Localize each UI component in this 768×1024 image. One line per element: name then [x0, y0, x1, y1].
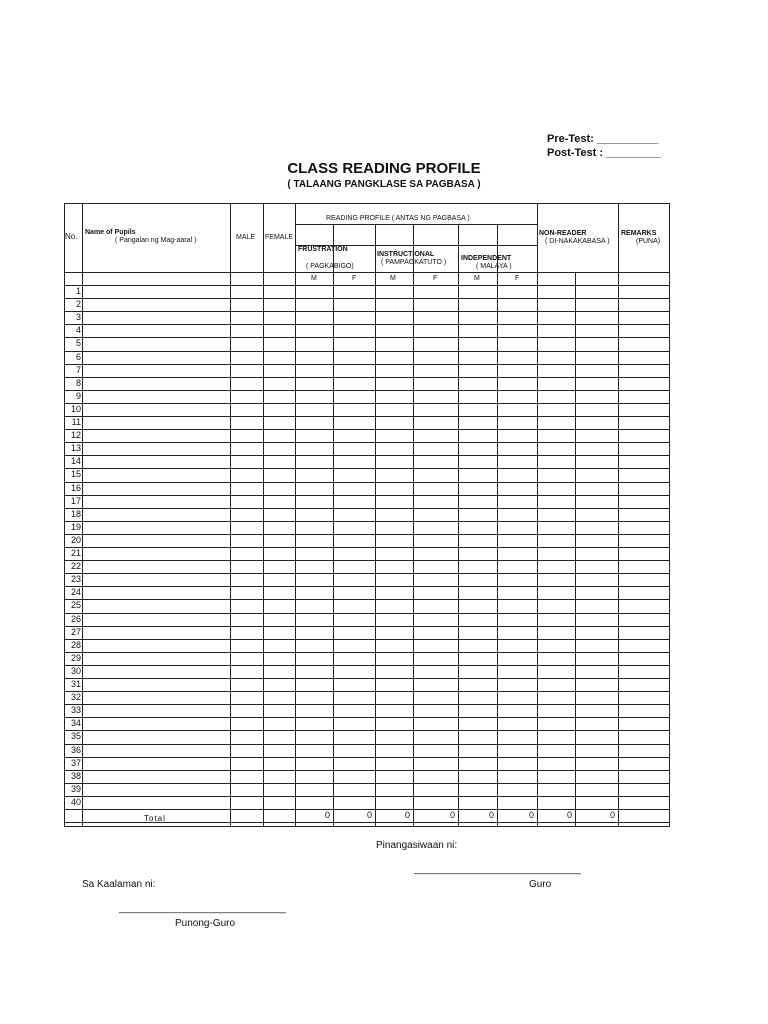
total-value: 0 [528, 810, 534, 820]
row-line [64, 691, 669, 692]
teacher-signature-line: ______________________________ [414, 864, 581, 875]
row-number: 9 [75, 391, 81, 401]
row-line [64, 377, 669, 378]
row-number: 7 [75, 365, 81, 375]
row-line [64, 613, 669, 614]
row-line [64, 534, 669, 535]
row-number: 10 [70, 404, 81, 414]
table-border-top [64, 203, 670, 204]
col-header-name-sub: ( Pangalan ng Mag-aaral ) [115, 237, 197, 244]
col-divider [458, 224, 459, 826]
instructional-f: F [433, 275, 438, 282]
instructional-m: M [390, 275, 396, 282]
col-header-remarks: REMARKS [621, 230, 657, 237]
row-line [64, 416, 669, 417]
test-labels [547, 132, 661, 160]
col-header-instructional: INSTRUCTIONAL [377, 251, 435, 258]
row-line [64, 429, 669, 430]
row-line [64, 757, 669, 758]
row-line [64, 665, 669, 666]
col-header-non-reader: NON-READER [539, 230, 587, 237]
row-line [64, 351, 669, 352]
col-header-reading-profile: READING PROFILE ( ANTAS NG PAGBASA ) [326, 215, 470, 222]
row-line [64, 390, 669, 391]
row-line [64, 770, 669, 771]
total-value: 0 [404, 810, 410, 820]
col-divider [82, 203, 83, 826]
row-line [64, 495, 669, 496]
row-number: 39 [70, 784, 81, 794]
col-header-female: FEMALE [265, 234, 294, 241]
col-header-independent: INDEPENDENT [461, 255, 512, 262]
col-divider [295, 203, 296, 826]
total-value: 0 [324, 810, 330, 820]
row-number: 32 [70, 692, 81, 702]
teacher-label: Guro [529, 879, 552, 890]
row-number: 26 [70, 614, 81, 624]
row-number: 14 [70, 456, 81, 466]
row-line [64, 573, 669, 574]
row-number: 18 [70, 509, 81, 519]
row-line [64, 796, 669, 797]
row-line [64, 704, 669, 705]
row-line [64, 482, 669, 483]
header-line [64, 285, 669, 286]
col-divider [575, 272, 576, 826]
row-number: 13 [70, 443, 81, 453]
total-value: 0 [488, 810, 494, 820]
row-number: 38 [70, 771, 81, 781]
total-value: 0 [609, 810, 615, 820]
row-number: 30 [70, 666, 81, 676]
row-line [64, 311, 669, 312]
total-value: 0 [449, 810, 455, 820]
col-header-male: MALE [236, 234, 256, 241]
row-line [64, 364, 669, 365]
row-line [64, 298, 669, 299]
total-value: 0 [566, 810, 572, 820]
row-number: 8 [75, 378, 81, 388]
col-divider [413, 224, 414, 826]
col-header-remarks-sub: (PUNA) [636, 238, 661, 245]
row-number: 21 [70, 548, 81, 558]
col-divider [333, 224, 334, 826]
total-label: Total [144, 814, 166, 823]
row-number: 12 [70, 430, 81, 440]
row-number: 35 [70, 731, 81, 741]
row-number: 24 [70, 587, 81, 597]
independent-m: M [474, 275, 480, 282]
frustration-m: M [311, 275, 317, 282]
row-line [64, 599, 669, 600]
col-divider [497, 224, 498, 826]
supervised-by-label: Pinangasiwaan ni: [376, 840, 458, 851]
col-header-instructional-sub: ( PAMPAGKATUTO ) [381, 259, 447, 266]
row-line [64, 521, 669, 522]
row-number: 5 [75, 338, 81, 348]
row-number: 6 [75, 352, 81, 362]
row-number: 4 [75, 325, 81, 335]
row-number: 23 [70, 574, 81, 584]
row-line [64, 586, 669, 587]
col-divider [230, 203, 231, 826]
col-header-name: Name of Pupils [85, 229, 136, 236]
row-line [64, 717, 669, 718]
col-header-frustration: FRUSTRATION [298, 246, 348, 253]
col-divider [375, 224, 376, 826]
page-subtitle: ( TALAANG PANGKLASE SA PAGBASA ) [287, 179, 481, 190]
row-number: 16 [70, 483, 81, 493]
row-line [64, 403, 669, 404]
row-line [64, 337, 669, 338]
row-number: 33 [70, 705, 81, 715]
row-number: 40 [70, 797, 81, 807]
header-line [295, 224, 537, 225]
row-line [64, 468, 669, 469]
row-number: 27 [70, 627, 81, 637]
header-line [64, 272, 669, 273]
row-number: 22 [70, 561, 81, 571]
independent-f: F [515, 275, 520, 282]
row-number: 15 [70, 469, 81, 479]
row-number: 11 [71, 417, 81, 427]
col-header-no: No. [65, 232, 78, 241]
row-number: 20 [70, 535, 81, 545]
col-divider [537, 203, 538, 826]
row-line [64, 560, 669, 561]
table-border-bottom [64, 826, 670, 827]
page-title: CLASS READING PROFILE [287, 160, 481, 177]
row-number: 37 [70, 758, 81, 768]
row-line [64, 730, 669, 731]
row-number: 34 [70, 718, 81, 728]
row-number: 17 [70, 496, 81, 506]
row-number: 29 [70, 653, 81, 663]
row-number: 25 [70, 600, 81, 610]
row-line [64, 455, 669, 456]
row-number: 36 [70, 745, 81, 755]
col-divider [263, 203, 264, 826]
total-value: 0 [366, 810, 372, 820]
row-number: 28 [70, 640, 81, 650]
row-line [64, 626, 669, 627]
row-line [64, 652, 669, 653]
post-test-label: Post-Test : _________ [547, 147, 662, 159]
table-border-right [669, 203, 670, 827]
col-header-independent-sub: ( MALAYA ) [476, 263, 512, 270]
row-line [64, 508, 669, 509]
row-line [64, 324, 669, 325]
row-line [64, 547, 669, 548]
row-line [64, 442, 669, 443]
col-divider [618, 203, 619, 826]
row-line [64, 744, 669, 745]
col-header-frustration-sub: ( PAGKABIGO) [306, 263, 354, 270]
frustration-f: F [352, 275, 357, 282]
row-number: 1 [75, 286, 81, 296]
row-line [64, 678, 669, 679]
principal-label: Punong-Guro [175, 918, 236, 929]
row-number: 31 [70, 679, 81, 689]
row-number: 19 [70, 522, 81, 532]
row-line [64, 783, 669, 784]
row-number: 3 [75, 312, 81, 322]
principal-signature-line: ______________________________ [119, 903, 286, 914]
noted-by-label: Sa Kaalaman ni: [82, 879, 156, 890]
pre-test-label: Pre-Test: __________ [547, 133, 659, 145]
row-number: 2 [75, 299, 81, 309]
row-line [64, 639, 669, 640]
col-header-non-reader-sub: ( DI-NAKAKABASA ) [545, 238, 610, 245]
